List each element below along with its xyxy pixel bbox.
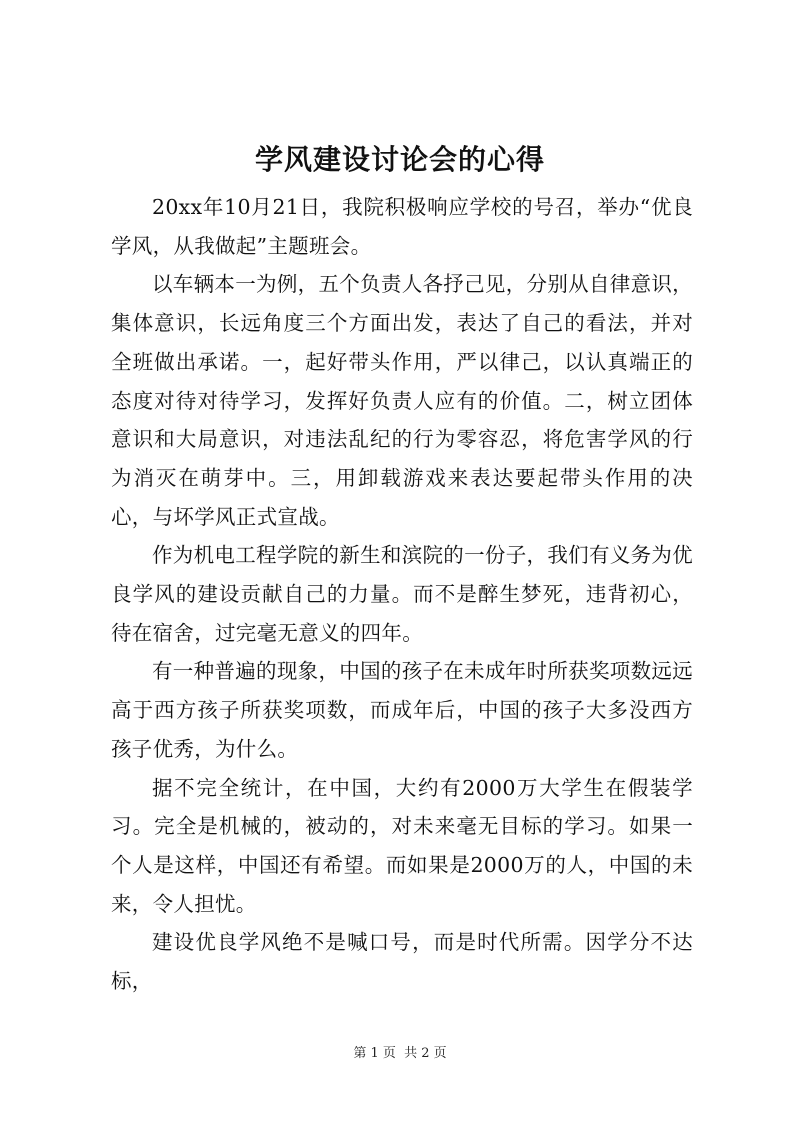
page-number: 第 1 页	[353, 1046, 396, 1061]
paragraph-1: 20xx年10月21日，我院积极响应学校的号召，举办“优良学风，从我做起”主题班会。	[111, 195, 693, 258]
paragraph-5: 据不完全统计，在中国，大约有2000万大学生在假装学习。完全是机械的，被动的，对未来毫无目标的学习。如果一个人是这样，中国还有希望。而如果是2000万的人，中国的未来，令人担忧。	[111, 775, 693, 916]
paragraph-3: 作为机电工程学院的新生和滨院的一份子，我们有义务为优良学风的建设贡献自己的力量。而不是醉生梦死，违背初心，待在宿舍，过完毫无意义的四年。	[111, 543, 693, 645]
paragraph-4: 有一种普遍的现象，中国的孩子在未成年时所获奖项数远远高于西方孩子所获奖项数，而成年后，中国的孩子大多没西方孩子优秀，为什么。	[111, 659, 693, 761]
page-total: 共 2 页	[404, 1046, 447, 1061]
paragraph-2: 以车辆本一为例，五个负责人各抒己见，分别从自律意识，集体意识，长远角度三个方面出发，表达了自己的看法，并对全班做出承诺。一，起好带头作用，严以律己，以认真端正的态度对待对待学习，发挥好负责人应有的价值。二，树立团体意识和大局意识，对违法乱纪的行为零容忍，将危害学风的行为消灭在萌芽中。三，用卸载游戏来表达要起带头作用的决心，与坏学风正式宣战。	[111, 272, 693, 529]
paragraph-6: 建设优良学风绝不是喊口号，而是时代所需。因学分不达标，	[111, 930, 693, 994]
document-title: 学风建设讨论会的心得	[254, 143, 545, 176]
document-body	[111, 188, 693, 1001]
page-footer	[0, 1045, 800, 1063]
